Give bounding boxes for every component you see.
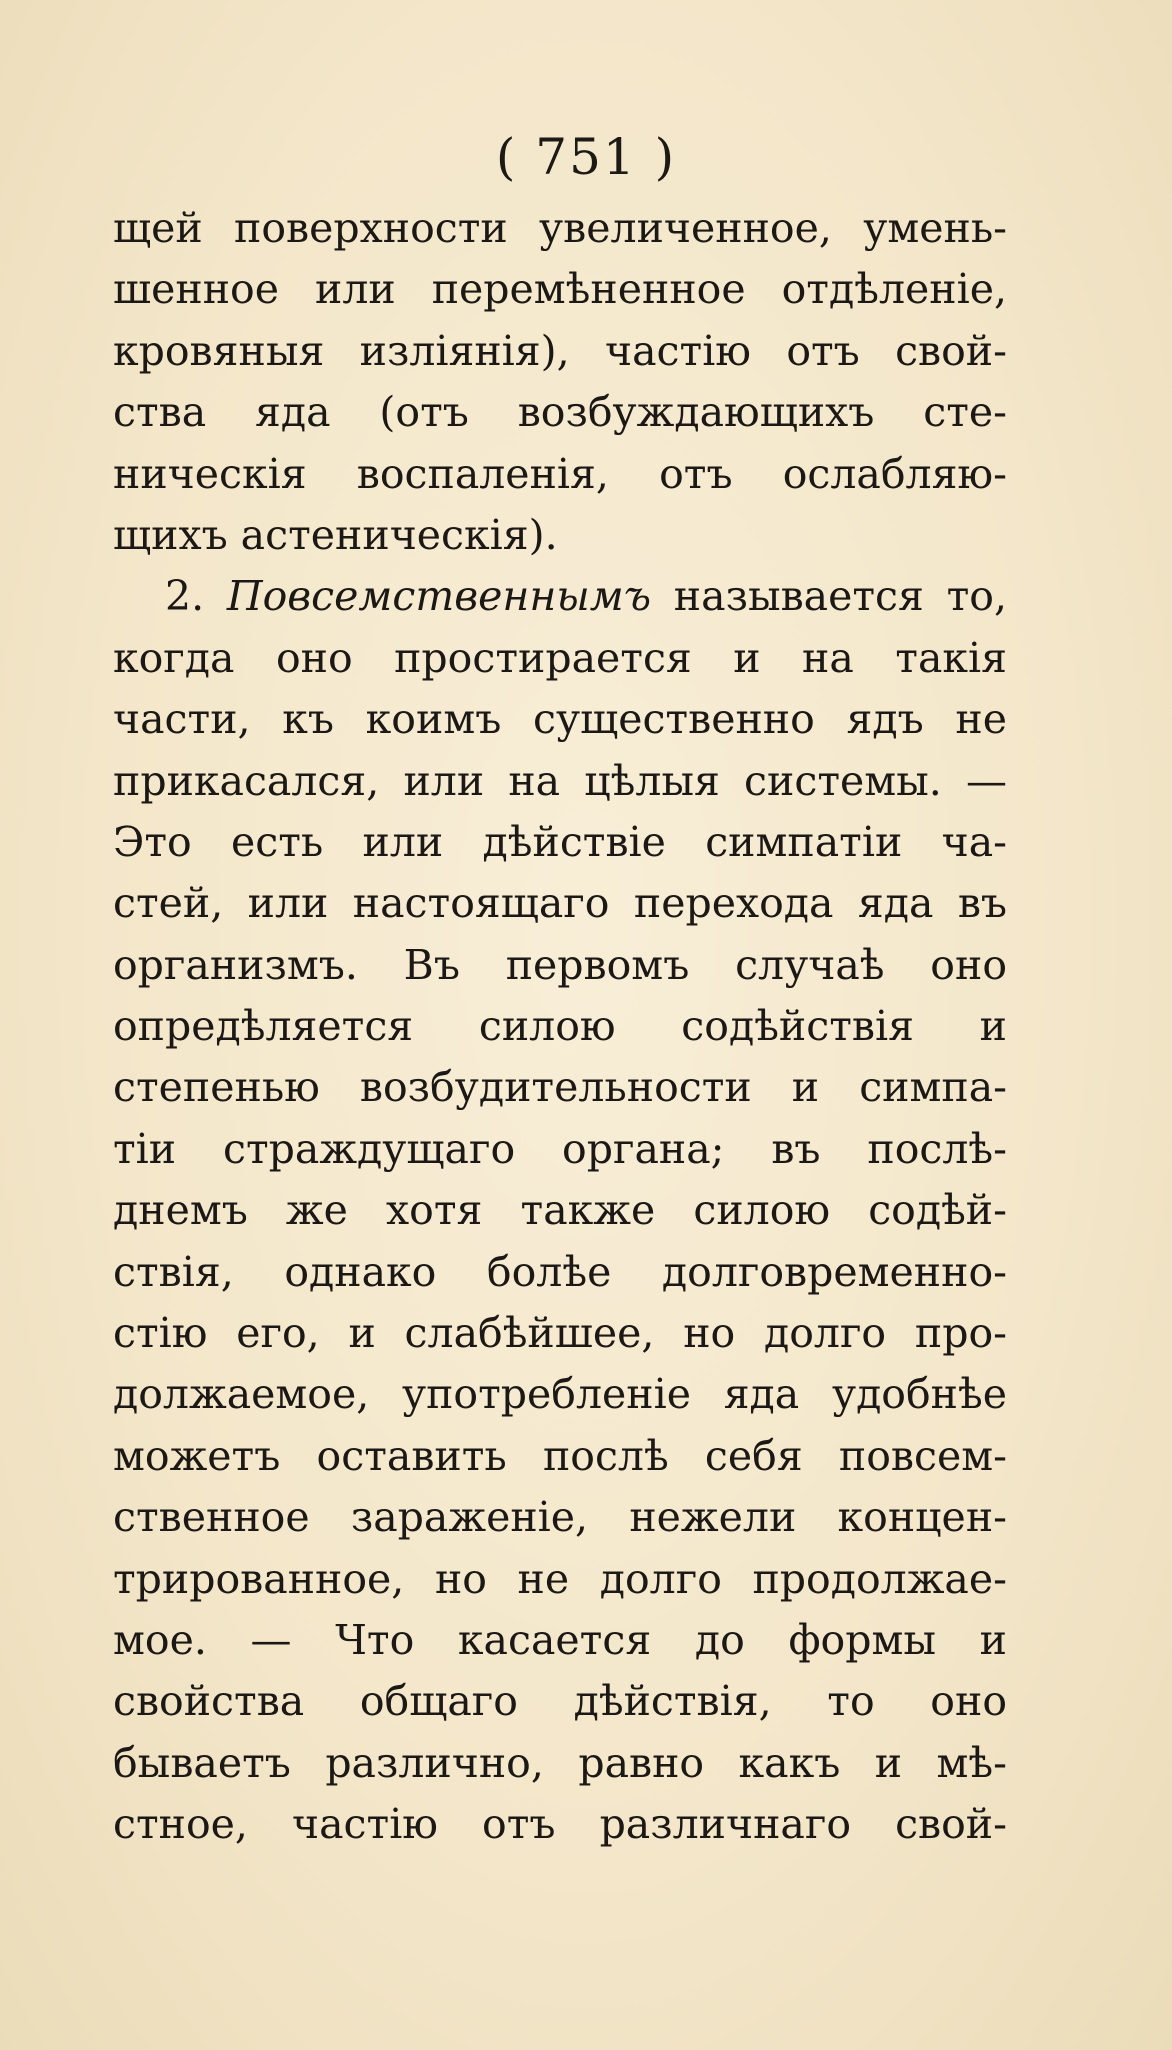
emphasized-term: Повсемственнымъ xyxy=(226,572,652,621)
text-line: части, къ коимъ существенно ядъ не xyxy=(113,695,1007,744)
text-line: бываетъ различно, равно какъ и мѣ- xyxy=(113,1738,1007,1787)
text-line: щихъ астеническія). xyxy=(113,510,558,559)
text-line: стное, частію отъ различнаго свой- xyxy=(113,1800,1007,1849)
text-line: мое. — Что касается до формы и xyxy=(113,1615,1007,1664)
body-text xyxy=(113,198,1007,1856)
text-line: организмъ. Въ первомъ случаѣ оно xyxy=(113,940,1007,989)
text-line: степенью возбудительности и симпа- xyxy=(113,1063,1007,1112)
text-line: шенное или перемѣненное отдѣленіе, xyxy=(113,265,1007,314)
text-line: ственное зараженіе, нежели концен- xyxy=(113,1493,1007,1542)
text-line: щей поверхности увеличенное, умень- xyxy=(113,204,1007,252)
text-line: кровяныя изліянія), частію отъ свой- xyxy=(113,326,1007,375)
text-line: ническія воспаленія, отъ ослабляю- xyxy=(113,449,1007,498)
line-continuation: называется то, xyxy=(651,572,1007,621)
text-line: ства яда (отъ возбуждающихъ сте- xyxy=(113,388,1007,437)
text-line: можетъ оставить послѣ себя повсем- xyxy=(113,1431,1007,1480)
text-line: днемъ же хотя также силою содѣй- xyxy=(113,1186,1007,1235)
text-line: когда оно простирается и на такія xyxy=(113,633,1007,682)
paragraph-start-line xyxy=(113,566,1007,627)
text-line: должаемое, употребленіе яда удобнѣе xyxy=(113,1370,1007,1419)
text-line: стей, или настоящаго перехода яда въ xyxy=(113,879,1007,928)
text-line: Это есть или дѣйствіе симпатіи ча- xyxy=(113,817,1007,866)
text-line: прикасался, или на цѣлыя системы. — xyxy=(113,756,1007,805)
text-line: стію его, и слабѣйшее, но долго про- xyxy=(113,1309,1007,1358)
text-line: трированное, но не долго продолжае- xyxy=(113,1554,1007,1603)
page-number: ( 751 ) xyxy=(495,128,677,186)
text-line: свойства общаго дѣйствія, то оно xyxy=(113,1677,1007,1726)
text-line: опредѣляется силою содѣйствія и xyxy=(113,1002,1007,1051)
text-line: тіи страждущаго органа; въ послѣ- xyxy=(113,1124,1007,1173)
list-number: 2. xyxy=(165,572,227,621)
text-line: ствія, однако болѣе долговременно- xyxy=(113,1247,1007,1296)
